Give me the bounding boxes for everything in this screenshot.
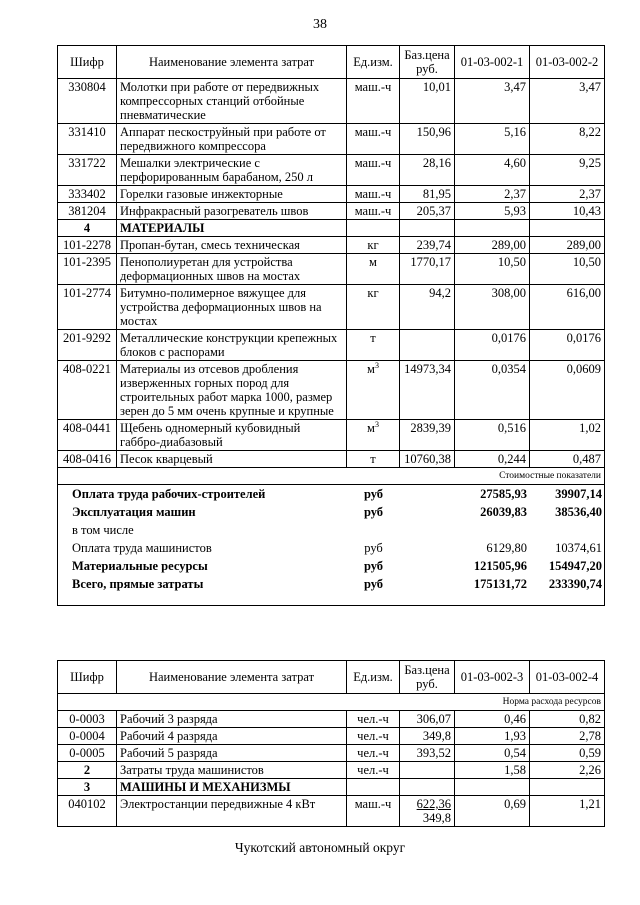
code-cell: 040102 bbox=[58, 796, 117, 827]
value-cell: 1,02 bbox=[530, 420, 605, 451]
unit-text: кг bbox=[367, 238, 379, 252]
value-cell: 0,54 bbox=[455, 745, 530, 762]
unit-cell bbox=[347, 745, 400, 762]
value-cell: 0,46 bbox=[455, 711, 530, 728]
table-row bbox=[58, 237, 605, 254]
unit-cell bbox=[347, 451, 400, 468]
section-title: МАТЕРИАЛЫ bbox=[117, 220, 347, 237]
unit-text: чел.-ч bbox=[357, 729, 389, 743]
unit-text: маш.-ч bbox=[354, 187, 392, 201]
value-cell: 2,78 bbox=[530, 728, 605, 745]
section-number: 2 bbox=[58, 762, 117, 779]
value-cell: 2,37 bbox=[530, 186, 605, 203]
code-cell: 101-2395 bbox=[58, 254, 117, 285]
name-cell: Пенополиуретан для устройства деформационных швов на мостах bbox=[117, 254, 347, 285]
price-cell: 14973,34 bbox=[400, 361, 455, 420]
summary-unit bbox=[347, 521, 400, 539]
code-cell: 101-2774 bbox=[58, 285, 117, 330]
unit-cell bbox=[347, 79, 400, 124]
price-cell: 10760,38 bbox=[400, 451, 455, 468]
value-cell: 289,00 bbox=[530, 237, 605, 254]
summary-unit: руб bbox=[363, 559, 384, 573]
name-cell: Рабочий 5 разряда bbox=[117, 745, 347, 762]
table-row bbox=[58, 203, 605, 220]
header-col2: 01-03-002-2 bbox=[530, 46, 605, 79]
table-row bbox=[58, 745, 605, 762]
footer-region: Чукотский автономный округ bbox=[234, 840, 406, 855]
code-cell: 381204 bbox=[58, 203, 117, 220]
price-value: 622,36 bbox=[416, 797, 451, 811]
norm-label: Норма расхода ресурсов bbox=[58, 694, 605, 711]
section-number: 3 bbox=[58, 779, 117, 796]
unit-cell: маш.-ч bbox=[347, 796, 400, 827]
value-cell: 9,25 bbox=[530, 155, 605, 186]
name-cell: Песок кварцевый bbox=[117, 451, 347, 468]
summary-value bbox=[530, 521, 605, 539]
table-row bbox=[58, 79, 605, 124]
table-row bbox=[58, 361, 605, 420]
summary-label: Оплата труда рабочих-строителей bbox=[72, 487, 266, 501]
unit-text: маш.-ч bbox=[354, 204, 392, 218]
value-cell: 0,0176 bbox=[455, 330, 530, 361]
price-cell: 94,2 bbox=[400, 285, 455, 330]
price-cell: 28,16 bbox=[400, 155, 455, 186]
value-cell: 0,69 bbox=[455, 796, 530, 827]
unit-text: т bbox=[370, 331, 376, 345]
value-cell: 308,00 bbox=[455, 285, 530, 330]
table-row bbox=[58, 124, 605, 155]
price-cell: 349,8 bbox=[400, 728, 455, 745]
price-cell: 393,52 bbox=[400, 745, 455, 762]
code-cell: 331722 bbox=[58, 155, 117, 186]
summary-value: 39907,14 bbox=[555, 487, 602, 501]
summary-row bbox=[58, 557, 605, 575]
value-cell: 3,47 bbox=[530, 79, 605, 124]
summary-unit: руб bbox=[363, 505, 384, 519]
name-cell: Материалы из отсевов дробления изверженных горных пород для строительных работ марка 1000, размер зерен до 5 мм очень крупные и крупные bbox=[117, 361, 347, 420]
unit-cell bbox=[347, 361, 400, 420]
unit-text: чел.-ч bbox=[357, 746, 389, 760]
table-row bbox=[58, 451, 605, 468]
price-cell: 205,37 bbox=[400, 203, 455, 220]
summary-value: 26039,83 bbox=[480, 505, 527, 519]
unit-text: маш.-ч bbox=[354, 125, 392, 139]
value-cell: 8,22 bbox=[530, 124, 605, 155]
value-cell: 1,21 bbox=[530, 796, 605, 827]
summary-row bbox=[58, 575, 605, 593]
price-cell: 306,07 bbox=[400, 711, 455, 728]
header-col1: 01-03-002-1 bbox=[455, 46, 530, 79]
value-cell: 10,50 bbox=[530, 254, 605, 285]
unit-cell bbox=[347, 420, 400, 451]
value-cell: 0,59 bbox=[530, 745, 605, 762]
name-cell: Пропан-бутан, смесь техническая bbox=[117, 237, 347, 254]
value-cell: 1,58 bbox=[455, 762, 530, 779]
code-cell: 201-9292 bbox=[58, 330, 117, 361]
value-cell: 0,0176 bbox=[530, 330, 605, 361]
unit-cell bbox=[347, 155, 400, 186]
summary-value: 6129,80 bbox=[486, 541, 527, 555]
unit-cell bbox=[347, 254, 400, 285]
price-cell: 1770,17 bbox=[400, 254, 455, 285]
cost-indicators-label: Стоимостные показатели bbox=[58, 468, 605, 485]
summary-label: в том числе bbox=[72, 523, 134, 537]
summary-value: 27585,93 bbox=[480, 487, 527, 501]
unit-text: маш.-ч bbox=[354, 156, 392, 170]
section-title: МАШИНЫ И МЕХАНИЗМЫ bbox=[117, 779, 347, 796]
unit-text: кг bbox=[367, 286, 379, 300]
code-cell: 0-0003 bbox=[58, 711, 117, 728]
table-row bbox=[58, 254, 605, 285]
price-cell bbox=[400, 796, 455, 827]
unit-cell bbox=[347, 186, 400, 203]
summary-value: 175131,72 bbox=[473, 577, 527, 591]
price-cell bbox=[400, 330, 455, 361]
name-cell: Металлические конструкции крепежных блоков с распорами bbox=[117, 330, 347, 361]
value-cell: 10,50 bbox=[455, 254, 530, 285]
summary-value: 154947,20 bbox=[548, 559, 602, 573]
name-cell: Рабочий 3 разряда bbox=[117, 711, 347, 728]
unit-cell bbox=[347, 124, 400, 155]
section-number: 4 bbox=[58, 220, 117, 237]
unit-text: м bbox=[367, 362, 375, 376]
header-name: Наименование элемента затрат bbox=[117, 46, 347, 79]
value-cell: 1,93 bbox=[455, 728, 530, 745]
unit-cell bbox=[347, 285, 400, 330]
code-cell: 333402 bbox=[58, 186, 117, 203]
header-col2: 01-03-002-4 bbox=[530, 661, 605, 694]
summary-row bbox=[58, 485, 605, 503]
summary-row bbox=[58, 539, 605, 557]
code-cell: 408-0441 bbox=[58, 420, 117, 451]
summary-row bbox=[58, 521, 605, 539]
header-code: Шифр bbox=[58, 46, 117, 79]
name-cell: Битумно-полимерное вяжущее для устройства деформационных швов на мостах bbox=[117, 285, 347, 330]
code-cell: 0-0004 bbox=[58, 728, 117, 745]
header-code: Шифр bbox=[58, 661, 117, 694]
table-row bbox=[58, 420, 605, 451]
header-price: Баз.цена руб. bbox=[400, 46, 455, 79]
unit-cell bbox=[347, 237, 400, 254]
value-cell: 0,244 bbox=[455, 451, 530, 468]
summary-label: Оплата труда машинистов bbox=[72, 541, 212, 555]
resource-table-2 bbox=[57, 660, 605, 827]
summary-value: 10374,61 bbox=[555, 541, 602, 555]
table-row bbox=[58, 728, 605, 745]
summary-label: Материальные ресурсы bbox=[72, 559, 208, 573]
value-cell: 0,516 bbox=[455, 420, 530, 451]
name-cell: Инфракрасный разогреватель швов bbox=[117, 203, 347, 220]
summary-value: 38536,40 bbox=[555, 505, 602, 519]
price-cell: 10,01 bbox=[400, 79, 455, 124]
unit-text: чел.-ч bbox=[357, 712, 389, 726]
price-cell: 2839,39 bbox=[400, 420, 455, 451]
value-cell: 289,00 bbox=[455, 237, 530, 254]
code-cell: 0-0005 bbox=[58, 745, 117, 762]
table-row bbox=[58, 186, 605, 203]
value-cell: 0,82 bbox=[530, 711, 605, 728]
value-cell: 5,93 bbox=[455, 203, 530, 220]
value-cell: 0,487 bbox=[530, 451, 605, 468]
table-row bbox=[58, 711, 605, 728]
summary-label: Эксплуатация машин bbox=[72, 505, 196, 519]
name-cell: Мешалки электрические с перфорированным барабаном, 250 л bbox=[117, 155, 347, 186]
unit-text: т bbox=[370, 452, 376, 466]
header-price: Баз.цена руб. bbox=[400, 661, 455, 694]
code-cell: 408-0416 bbox=[58, 451, 117, 468]
code-cell: 101-2278 bbox=[58, 237, 117, 254]
unit-text: маш.-ч bbox=[354, 80, 392, 94]
unit-cell: чел.-ч bbox=[347, 762, 400, 779]
summary-row bbox=[58, 503, 605, 521]
value-cell: 4,60 bbox=[455, 155, 530, 186]
price-cell: 239,74 bbox=[400, 237, 455, 254]
value-cell: 0,0609 bbox=[530, 361, 605, 420]
name-cell: Аппарат пескоструйный при работе от передвижного компрессора bbox=[117, 124, 347, 155]
summary-table bbox=[58, 485, 605, 605]
unit-sup: 3 bbox=[374, 360, 379, 370]
value-cell: 10,43 bbox=[530, 203, 605, 220]
unit-cell bbox=[347, 330, 400, 361]
name-cell: Электростанции передвижные 4 кВт bbox=[117, 796, 347, 827]
value-cell: 616,00 bbox=[530, 285, 605, 330]
table-row bbox=[58, 330, 605, 361]
name-cell: Рабочий 4 разряда bbox=[117, 728, 347, 745]
table-row bbox=[58, 155, 605, 186]
value-cell: 0,0354 bbox=[455, 361, 530, 420]
header-name: Наименование элемента затрат bbox=[117, 661, 347, 694]
unit-text: м bbox=[369, 255, 377, 269]
unit-cell bbox=[347, 728, 400, 745]
page-number: 38 bbox=[313, 17, 327, 32]
price-cell: 150,96 bbox=[400, 124, 455, 155]
summary-value bbox=[455, 521, 530, 539]
summary-value: 121505,96 bbox=[473, 559, 527, 573]
price-cell: 81,95 bbox=[400, 186, 455, 203]
code-cell: 330804 bbox=[58, 79, 117, 124]
unit-cell bbox=[347, 711, 400, 728]
header-unit: Ед.изм. bbox=[347, 661, 400, 694]
name-cell: Горелки газовые инжекторные bbox=[117, 186, 347, 203]
table-row bbox=[58, 285, 605, 330]
value-cell: 5,16 bbox=[455, 124, 530, 155]
code-cell: 331410 bbox=[58, 124, 117, 155]
name-cell: Молотки при работе от передвижных компрессорных станций отбойные пневматические bbox=[117, 79, 347, 124]
resource-table-1 bbox=[57, 45, 605, 606]
summary-unit: руб bbox=[363, 487, 384, 501]
summary-unit: руб bbox=[363, 577, 384, 591]
code-cell: 408-0221 bbox=[58, 361, 117, 420]
section-title: Затраты труда машинистов bbox=[117, 762, 347, 779]
value-cell: 2,37 bbox=[455, 186, 530, 203]
value-cell: 3,47 bbox=[455, 79, 530, 124]
summary-unit: руб bbox=[364, 541, 383, 555]
unit-sup: 3 bbox=[374, 419, 379, 429]
unit-text: м bbox=[367, 421, 375, 435]
name-cell: Щебень одномерный кубовидный габбро-диабазовый bbox=[117, 420, 347, 451]
summary-label: Всего, прямые затраты bbox=[72, 577, 204, 591]
header-unit: Ед.изм. bbox=[347, 46, 400, 79]
summary-value: 233390,74 bbox=[548, 577, 602, 591]
unit-cell bbox=[347, 203, 400, 220]
header-col1: 01-03-002-3 bbox=[455, 661, 530, 694]
price-value-2: 349,8 bbox=[422, 811, 451, 825]
value-cell: 2,26 bbox=[530, 762, 605, 779]
